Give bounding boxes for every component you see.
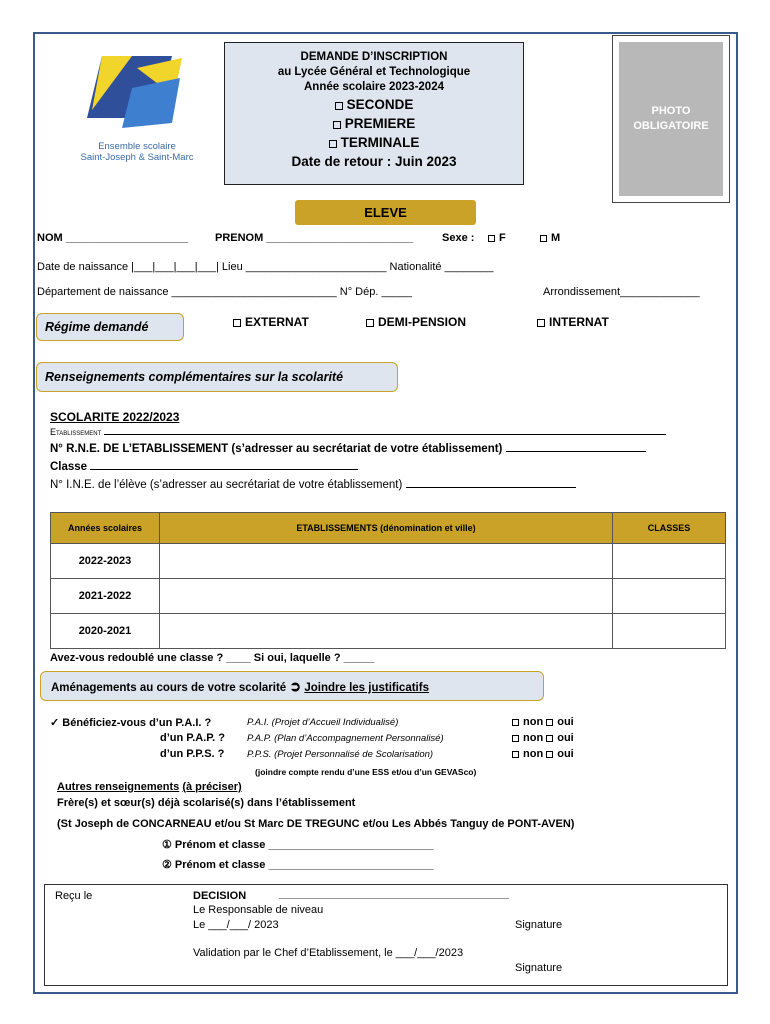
row-year: 2020-2021 (51, 614, 160, 649)
row-etab[interactable] (160, 614, 613, 649)
option-seconde[interactable]: SECONDE (225, 95, 523, 114)
row-etab[interactable] (160, 579, 613, 614)
title-line-3: Année scolaire 2023-2024 (303, 81, 444, 93)
birth-line[interactable]: Date de naissance |___|___|___|___| Lieu _______________________ Nationalité ________ (37, 261, 494, 273)
photo-box (612, 35, 730, 203)
classe-field[interactable]: Classe (50, 461, 358, 473)
eleve-header: ELEVE (295, 200, 476, 225)
recu-label: Reçu le (55, 890, 93, 902)
history-table (50, 512, 726, 649)
regime-demi-pension[interactable]: DEMI-PENSION (366, 315, 466, 329)
checkbox-icon[interactable] (546, 735, 553, 742)
pps-choice[interactable]: non oui (512, 748, 574, 760)
checkbox-icon[interactable] (546, 719, 553, 726)
pai-question: ✓ Bénéficiez-vous d’un P.A.I. ? (50, 717, 212, 729)
row-etab[interactable] (160, 544, 613, 579)
option-terminale[interactable]: TERMINALE (225, 133, 523, 152)
pap-question: d’un P.A.P. ? (160, 732, 225, 744)
row-year: 2022-2023 (51, 544, 160, 579)
check-icon: ✓ (50, 717, 60, 729)
col-etablissements: ETABLISSEMENTS (dénomination et ville) (160, 513, 613, 544)
prenom-field[interactable]: PRENOM ________________________ (215, 232, 414, 244)
sexe-f[interactable]: F (488, 232, 506, 244)
table-row (51, 579, 726, 614)
decision-title: DECISION (193, 890, 509, 902)
section-renseignements: Renseignements complémentaires sur la scolarité (36, 362, 398, 392)
row-year: 2021-2022 (51, 579, 160, 614)
fratrie-label: Frère(s) et sœur(s) déjà scolarisé(s) dans l’établissement (57, 797, 356, 809)
sibling-1-field[interactable]: ① Prénom et classe ___________________________ (162, 839, 434, 851)
amenag-label: Aménagements au cours de votre scolarité (51, 682, 287, 694)
signature-2: Signature (515, 962, 563, 974)
option-premiere[interactable]: PREMIERE (225, 114, 523, 133)
return-date: Date de retour : Juin 2023 (291, 154, 457, 169)
col-classes: CLASSES (613, 513, 726, 544)
sexe-m[interactable]: M (540, 232, 560, 244)
title-line-2: au Lycée Général et Technologique (277, 66, 471, 78)
autres-title: Autres renseignements (à préciser) (57, 781, 242, 793)
regime-internat[interactable]: INTERNAT (537, 315, 609, 329)
ecoles-label: (St Joseph de CONCARNEAU et/ou St Marc DE TREGUNC et/ou Les Abbés Tanguy de PONT-AVEN) (57, 818, 575, 830)
checkbox-icon[interactable] (366, 319, 374, 327)
checkbox-icon[interactable] (512, 751, 519, 758)
pai-choice[interactable]: non oui (512, 716, 574, 728)
sexe-label: Sexe : (442, 232, 475, 244)
decision-box (44, 884, 728, 986)
section-amenagements (40, 671, 544, 701)
checkbox-icon[interactable] (488, 235, 495, 242)
regime-label: Régime demandé (36, 313, 184, 341)
justificatifs-link[interactable]: Joindre les justificatifs (304, 682, 429, 694)
row-classe[interactable] (613, 544, 726, 579)
pps-question: d’un P.P.S. ? (160, 748, 225, 760)
nom-field[interactable]: NOM ____________________ (37, 232, 189, 244)
table-row (51, 544, 726, 579)
arrondissement-field[interactable]: Arrondissement_____________ (543, 286, 700, 298)
regime-externat[interactable]: EXTERNAT (233, 315, 309, 329)
arrow-icon: ➲ (289, 678, 302, 694)
pap-desc: P.A.P. (Plan d’Accompagnement Personnalisé) (247, 733, 444, 744)
photo-label-1: PHOTO (651, 105, 691, 117)
checkbox-icon[interactable] (512, 735, 519, 742)
table-row (51, 614, 726, 649)
responsable-date[interactable]: Le ___/___/ 2023 (193, 919, 279, 931)
col-annees: Années scolaires (51, 513, 160, 544)
logo-line-1: Ensemble scolaire (98, 141, 176, 152)
etablissement-field[interactable]: Etablissement (50, 427, 666, 437)
checkbox-icon[interactable] (540, 235, 547, 242)
checkbox-icon[interactable] (537, 319, 545, 327)
checkbox-icon[interactable] (233, 319, 241, 327)
checkbox-icon[interactable] (333, 121, 341, 129)
redouble-question[interactable]: Avez-vous redoublé une classe ? ____ Si oui, laquelle ? _____ (50, 652, 375, 664)
pai-note: (joindre compte rendu d’une ESS et/ou d’un GEVASco) (255, 767, 477, 777)
checkbox-icon[interactable] (546, 751, 553, 758)
checkbox-icon[interactable] (335, 102, 343, 110)
pai-desc: P.A.I. (Projet d’Accueil Individualisé) (247, 717, 399, 728)
logo-graphic (62, 48, 212, 138)
title-line-1: DEMANDE D’INSCRIPTION (300, 51, 448, 63)
checkbox-icon[interactable] (512, 719, 519, 726)
sibling-2-field[interactable]: ② Prénom et classe ___________________________ (162, 859, 434, 871)
rne-field[interactable]: N° R.N.E. DE L’ETABLISSEMENT (s’adresser au secrétariat de votre établissement) (50, 443, 646, 455)
logo-line-2: Saint-Joseph & Saint-Marc (80, 152, 194, 163)
row-classe[interactable] (613, 579, 726, 614)
row-classe[interactable] (613, 614, 726, 649)
photo-label-2: OBLIGATOIRE (633, 120, 709, 132)
school-logo (62, 48, 212, 168)
pap-choice[interactable]: non oui (512, 732, 574, 744)
signature-1: Signature (515, 919, 563, 931)
responsable-label: Le Responsable de niveau (193, 904, 324, 916)
pps-desc: P.P.S. (Projet Personnalisé de Scolarisation) (247, 749, 434, 760)
department-line[interactable]: Département de naissance ___________________________ N° Dép. _____ (37, 286, 413, 298)
ine-field[interactable]: N° I.N.E. de l’élève (s’adresser au secrétariat de votre établissement) (50, 479, 576, 491)
title-box (224, 42, 524, 185)
scolarite-title: SCOLARITE 2022/2023 (50, 410, 180, 424)
checkbox-icon[interactable] (329, 140, 337, 148)
validation-line[interactable]: Validation par le Chef d’Etablissement, le ___/___/2023 (193, 947, 464, 959)
